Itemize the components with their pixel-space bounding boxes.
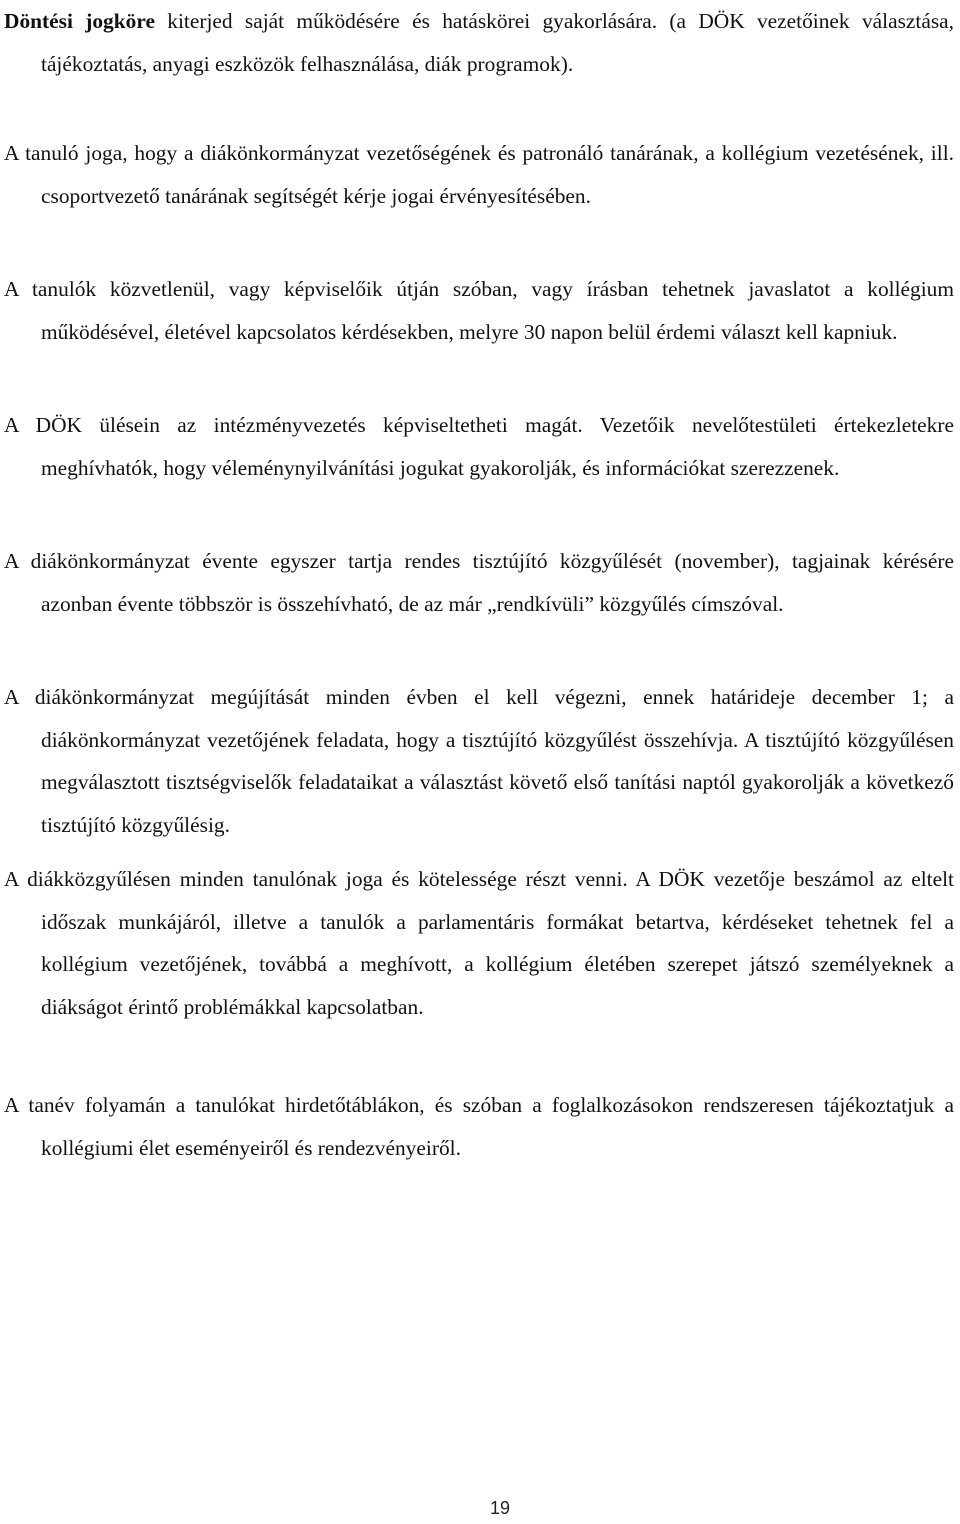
paragraph-information: A tanév folyamán a tanulókat hirdetőtáblákon, és szóban a foglalkozásokon rendszeresen tájékoztatjuk a kollégiumi élet eseményeiről és rendezvényeiről.	[4, 1093, 954, 1160]
paragraph-annual-assembly: A diákönkormányzat évente egyszer tartja rendes tisztújító közgyűlését (november), tagjainak kérésére azonban évente többször is összehívható, de az már „rendkívüli” közgyűlés címszóval.	[4, 549, 954, 616]
bold-lead-text: Döntési jogköre	[4, 9, 155, 33]
paragraph-renewal: A diákönkormányzat megújítását minden évben el kell végezni, ennek határideje december 1; a diákönkormányzat vezetőjének feladata, hogy a tisztújító közgyűlést összehívja. A tisztújító közgyűlésen megválasztott tisztségviselők feladataikat a választást követő első tanítási naptól gyakorolják a következő tisztújító közgyűlésig.	[4, 685, 954, 837]
page-number: 19	[489, 1498, 511, 1518]
paragraph-dok-meetings: A DÖK ülésein az intézményvezetés képviseltetheti magát. Vezetőik nevelőtestületi értekezletekre meghívhatók, hogy véleménynyilvánítási jogukat gyakorolják, és információkat szerezzenek.	[4, 413, 954, 480]
paragraph-student-rights: A tanuló joga, hogy a diákönkormányzat vezetőségének és patronáló tanárának, a kollégium vezetésének, ill. csoportvezető tanárának segítségét kérje jogai érvényesítésében.	[4, 141, 954, 208]
paragraph-student-proposals: A tanulók közvetlenül, vagy képviselőik útján szóban, vagy írásban tehetnek javaslatot a kollégium működésével, életével kapcsolatos kérdésekben, melyre 30 napon belül érdemi választ kell kapniuk.	[4, 277, 954, 344]
paragraph-student-assembly: A diákközgyűlésen minden tanulónak joga és kötelessége részt venni. A DÖK vezetője beszámol az eltelt időszak munkájáról, illetve a tanulók a parlamentáris formákat betartva, kérdéseket tehetnek fel a kollégium vezetőjének, továbbá a meghívott, a kollégium életében szerepet játszó személyeknek a diákságot érintő problémákkal kapcsolatban.	[4, 867, 954, 1019]
paragraph-text: kiterjed saját működésére és hatáskörei gyakorlására. (a DÖK vezetőinek választása, tájékoztatás, anyagi eszközök felhasználása, diák programok).	[41, 9, 954, 76]
paragraph-decision-authority	[0, 0, 954, 85]
